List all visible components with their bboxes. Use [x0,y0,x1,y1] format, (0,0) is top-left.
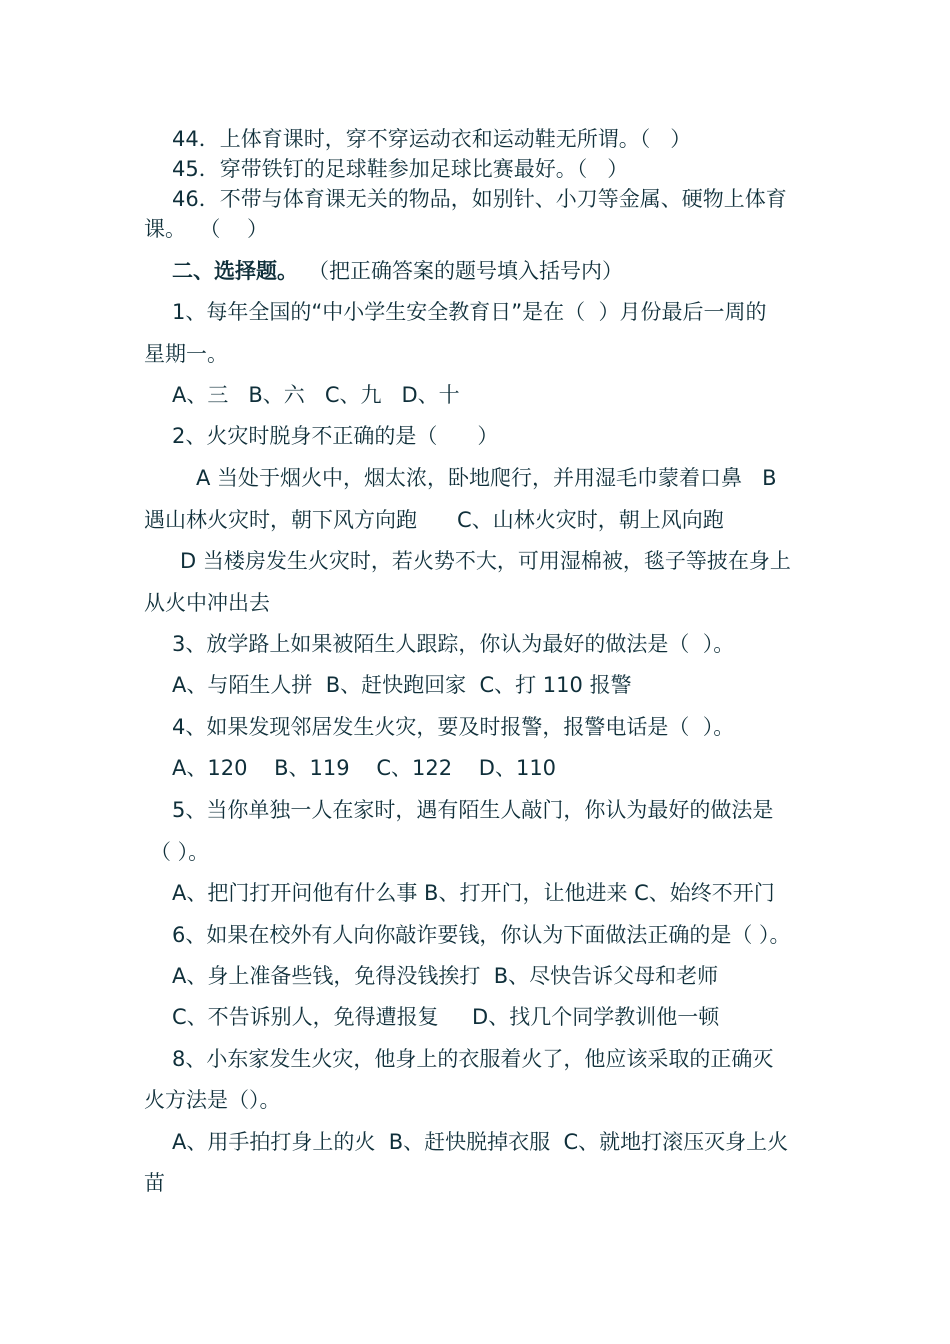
choice-question-2-option-d: D 当楼房发生火灾时，若火势不大，可用湿棉被，毯子等披在身上 [180,549,791,573]
choice-question-8-continued: 火方法是（）。 [144,1088,281,1112]
choice-question-8: 8、小东家发生火灾，他身上的衣服着火了，他应该采取的正确灭 [172,1047,774,1071]
section-instruction: （把正确答案的题号填入括号内） [308,259,623,283]
choice-question-1-continued: 星期一。 [144,342,228,366]
choice-question-4-options: A、120 B、119 C、122 D、110 [172,756,557,780]
question-44: 44．上体育课时，穿不穿运动衣和运动鞋无所谓。（ ） [172,127,692,151]
choice-question-3: 3、放学路上如果被陌生人跟踪，你认为最好的做法是（ ）。 [172,632,735,656]
choice-question-3-options: A、与陌生人拼 B、赶快跑回家 C、打 110 报警 [172,673,632,697]
choice-question-1-options: A、三 B、六 C、九 D、十 [172,383,460,407]
section-title: 二、选择题。 [172,259,298,283]
choice-question-2-options-b-c: 遇山林火灾时，朝下风方向跑 C、山林火灾时，朝上风向跑 [144,508,724,532]
choice-question-5: 5、当你单独一人在家时，遇有陌生人敲门，你认为最好的做法是 [172,798,774,822]
choice-question-2: 2、火灾时脱身不正确的是（ ） [172,424,499,448]
choice-question-4: 4、如果发现邻居发生火灾，要及时报警，报警电话是（ ）。 [172,715,735,739]
choice-question-5-options: A、把门打开问他有什么事 B、打开门，让他进来 C、始终不开门 [172,881,775,905]
choice-question-8-options-continued: 苗 [144,1171,165,1195]
choice-question-6-options-c-d: C、不告诉别人，免得遭报复 D、找几个同学教训他一顿 [172,1005,720,1029]
choice-question-5-continued: （ ）。 [150,840,210,864]
choice-question-8-options: A、用手拍打身上的火 B、赶快脱掉衣服 C、就地打滚压灭身上火 [172,1130,789,1154]
choice-question-1: 1、每年全国的“中小学生安全教育日”是在（ ）月份最后一周的 [172,300,767,324]
question-46-continued: 课。 （ ） [144,217,269,241]
choice-question-6-options-a-b: A、身上准备些钱，免得没钱挨打 B、尽快告诉父母和老师 [172,964,719,988]
question-45: 45．穿带铁钉的足球鞋参加足球比赛最好。（ ） [172,157,629,181]
question-46: 46．不带与体育课无关的物品，如别针、小刀等金属、硬物上体育 [172,187,787,211]
choice-question-2-option-d-continued: 从火中冲出去 [144,591,270,615]
choice-question-2-option-a: A 当处于烟火中，烟太浓，卧地爬行，并用湿毛巾蒙着口鼻 B [196,466,777,490]
choice-question-6: 6、如果在校外有人向你敲诈要钱，你认为下面做法正确的是（ ）。 [172,923,791,947]
